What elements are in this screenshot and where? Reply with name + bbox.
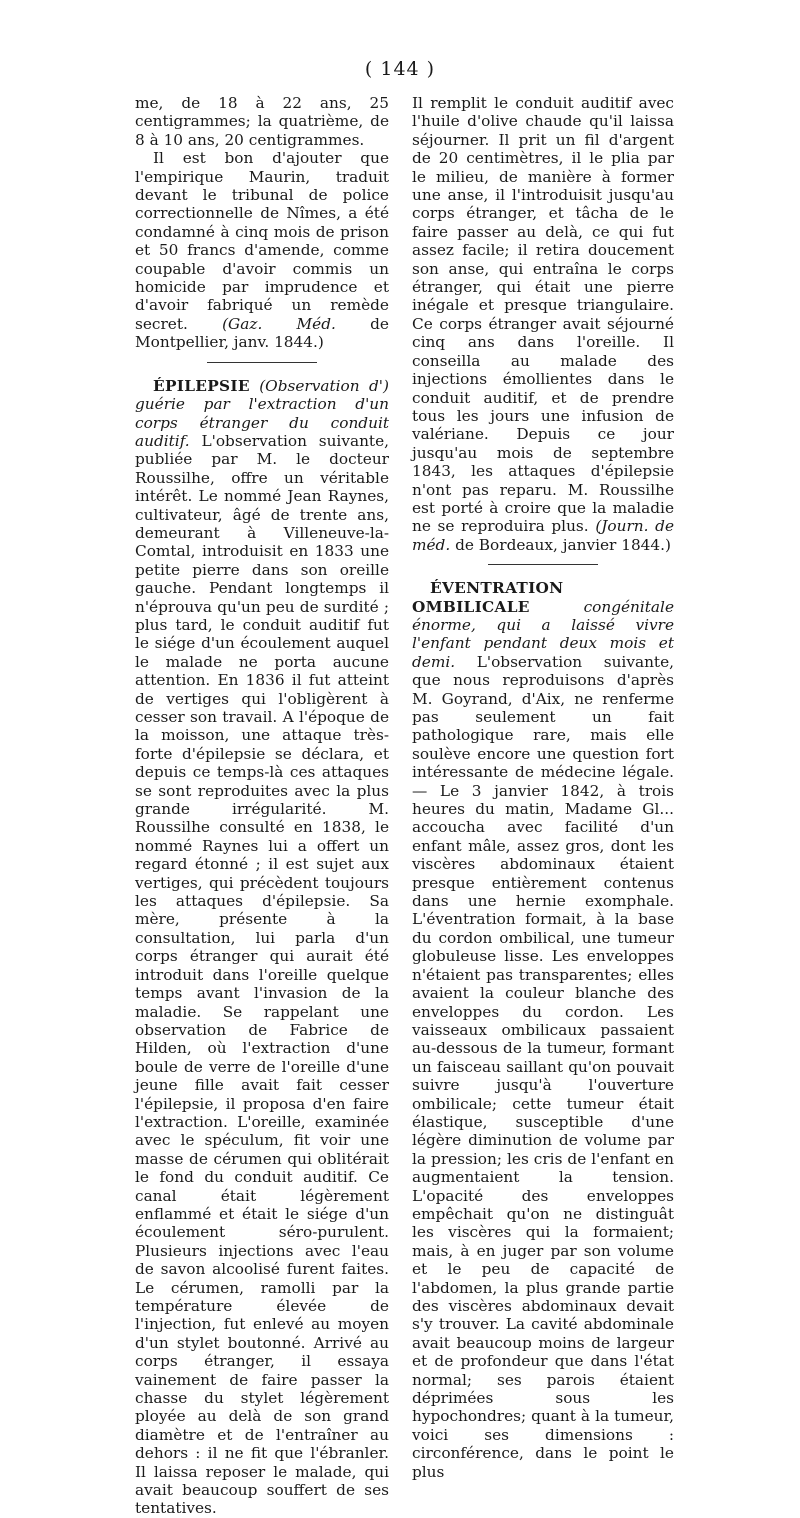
page-number: ( 144 ) (364, 58, 436, 80)
citation-end: de Bordeaux, janvier 1844.) (455, 535, 671, 554)
section-body: L'observation suivante, publiée par M. le docteur Roussilhe, offre un véritable intérêt. Le nommé Jean Raynes, cultivateur, âgé de trente ans, demeurant à Villeneuve-la-Comtal, introduisit en 1833 une petite pierre dans son oreille gauche. Pendant longtemps il n'éprouva qu'un peu de surdité ; plus tard, le conduit auditif fut le siége d'un écoulement auquel le malade ne porta aucune attention. En 1836 il fut atteint de vertiges qui l'obligèrent à cesser son travail. A l'époque de la moisson, une attaque très-forte d'épilepsie se déclara, et depuis ce temps-là ces attaques se sont reproduites avec la plus grande irrégularité. M. Roussilhe consulté en 1838, le nommé Raynes lui a offert un regard étonné ; il est sujet aux vertiges, qui précèdent toujours les attaques d'épilepsie. Sa mère, présente à la consultation, lui parla d'un corps étranger qui aurait été introduit dans l'oreille quelque temps avant l'invasion de la maladie. Se rappelant une observation de Fabrice de Hilden, où l'extraction d'une boule de verre de l'oreille d'une jeune fille avait fait cesser l'épilepsie, il proposa d'en faire l'extraction. L'oreille, examinée avec le spéculum, fit voir une masse de cérumen qui oblitérait le fond du conduit auditif. Ce canal était légèrement enflammé et était le siége d'un écoulement séro-purulent. Plusieurs injections avec l'eau de savon alcoolisé furent faites. Le cérumen, ramolli par la température élevée de l'injection, fut enlevé au moyen d'un stylet boutonné. Arrivé au corps étranger, il essaya vainement de faire passer la chasse du stylet légèrement ployée au delà de son grand diamètre et de l'entraîner au dehors : il ne fit que l'ébranler. Il laissa reposer le malade, qui avait beaucoup souffert de ses tentatives. (135, 431, 389, 1518)
right-column (412, 94, 674, 1481)
citation: (Journ. de méd. (412, 517, 674, 554)
left-column (135, 94, 389, 1518)
section-divider (207, 362, 317, 363)
paragraph-continuation (412, 94, 674, 554)
citation: (Gaz. Méd. (222, 314, 336, 333)
section-eventration (412, 579, 674, 1481)
paragraph-text: Il est bon d'ajouter que l'empirique Maurin, traduit devant le tribunal de police correctionnelle de Nîmes, a été condamné à cinq mois de prison et 50 francs d'amende, comme coupable d'avoir commis un homicide par imprudence et d'avoir fabriqué un remède secret. (135, 149, 389, 333)
citation-end: de Montpellier, janv. 1844.) (135, 314, 389, 352)
section-body: L'observation suivante, que nous reproduisons d'après M. Goyrand, d'Aix, ne renferme pas seulement un fait pathologique rare, mais elle soulève encore une question fort intéressante de médecine légale. — Le 3 janvier 1842, à trois heures du matin, Madame Gl... accoucha avec facilité d'un enfant mâle, assez gros, dont les viscères abdominaux étaient presque entièrement contenus dans une hernie exomphale. L'éventration formait, à la base du cordon ombilical, une tumeur globuleuse lisse. Les enveloppes n'étaient pas transparentes; elles avaient la couleur blanche des enveloppes du cordon. Les vaisseaux ombilicaux passaient au-dessous de la tumeur, formant un faisceau saillant qu'on pouvait suivre jusqu'à l'ouverture ombilicale; cette tumeur était élastique, susceptible d'une légère diminution de volume par la pression; les cris de l'enfant en augmentaient la tension. L'opacité des enveloppes empêchait qu'on ne distinguât les viscères qui la formaient; mais, à en juger par son volume et le peu de capacité de l'abdomen, la plus grande partie des viscères abdominaux devait s'y trouver. La cavité abdominale avait beaucoup moins de largeur et de profondeur que dans l'état normal; ses parois étaient déprimées sous les hypochondres; quant à la tumeur, voici ses dimensions : circonférence, dans le point le plus (412, 652, 674, 1481)
section-title: ÉVENTRATION OMBILICALE (412, 579, 564, 616)
paragraph-continuation: me, de 18 à 22 ans, 25 centigrammes; la quatrième, de 8 à 10 ans, 20 centigrammes. (135, 94, 389, 149)
section-epilepsie (135, 377, 389, 1518)
paragraph-text: Il remplit le conduit auditif avec l'huile d'olive chaude qu'il laissa séjourner. Il prit un fil d'argent de 20 centimètres, il le plia par le milieu, de manière à former une anse, il l'introduisit jusqu'au corps étranger, et tâcha de le faire passer au delà, ce qui fut assez facile; il retira doucement son anse, qui entraîna le corps étranger, qui était une pierre inégale et presque triangulaire. Ce corps étranger avait séjourné cinq ans dans l'oreille. Il conseilla au malade des injections émollientes dans le conduit auditif, et de prendre tous les jours une infusion de valériane. Depuis ce jour jusqu'au mois de septembre 1843, les attaques d'épilepsie n'ont pas reparu. M. Roussilhe est porté à croire que la maladie ne se reproduira plus. (412, 94, 674, 536)
section-title: ÉPILEPSIE (153, 376, 250, 395)
section-subtitle: (Observation d') guérie par l'extraction d'un corps étranger du conduit auditif. (135, 376, 389, 450)
section-divider (488, 564, 598, 565)
paragraph-maurin (135, 149, 389, 351)
section-subtitle: congénitale énorme, qui a laissé vivre l'enfant pendant deux mois et demi. (412, 597, 674, 671)
